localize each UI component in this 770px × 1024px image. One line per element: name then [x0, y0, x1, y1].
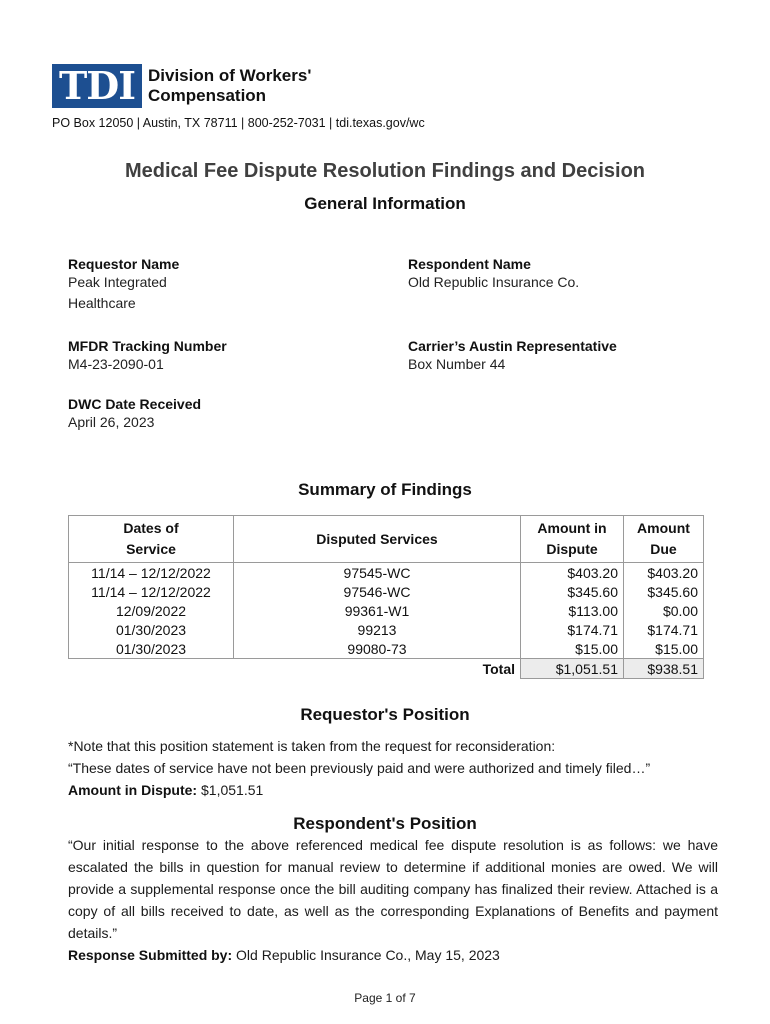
response-submitted-value: Old Republic Insurance Co., May 15, 2023	[236, 947, 500, 963]
respondent-block	[408, 256, 579, 293]
cell-date: 01/30/2023	[69, 639, 234, 659]
requestor-position-heading: Requestor's Position	[300, 705, 470, 724]
tdi-logo	[52, 64, 142, 108]
general-info-heading: General Information	[304, 194, 466, 213]
respondent-position-heading: Respondent's Position	[293, 814, 477, 833]
table-row	[69, 620, 704, 639]
cell-due: $0.00	[624, 601, 704, 620]
respondent-quote: “Our initial response to the above referenced medical fee dispute resolution is as follows: we have escalated the bills in question for manual review to determine if additional monies are owed. We will provide a supplemental response once the bill auditing company has finalized their review. Attached is a copy of all bills received to date, as well as the corresponding Explanations of Benefits and payment details.”	[68, 837, 718, 941]
amount-in-dispute-value: $1,051.51	[201, 782, 264, 798]
col-dates-line-1: Dates of	[123, 520, 179, 536]
cell-date: 11/14 – 12/12/2022	[69, 582, 234, 601]
cell-due: $174.71	[624, 620, 704, 639]
cell-dispute: $174.71	[521, 620, 624, 639]
col-dispute-line-2: Dispute	[546, 541, 598, 557]
requestor-position-text	[68, 735, 718, 801]
col-dispute-header	[521, 516, 624, 563]
total-due: $938.51	[624, 659, 704, 679]
cell-dispute: $15.00	[521, 639, 624, 659]
representative-value: Box Number 44	[408, 356, 506, 372]
cell-due: $345.60	[624, 582, 704, 601]
cell-service: 99080-73	[234, 639, 521, 659]
response-submitted-line	[68, 944, 718, 966]
requestor-label: Requestor Name	[68, 256, 180, 272]
col-dispute-line-1: Amount in	[537, 520, 607, 536]
response-submitted-label: Response Submitted by:	[68, 947, 233, 963]
total-dispute: $1,051.51	[521, 659, 624, 679]
table-header-row	[69, 516, 704, 563]
table-row	[69, 601, 704, 620]
requestor-note: *Note that this position statement is taken from the request for reconsideration:	[68, 738, 556, 754]
document-title: Medical Fee Dispute Resolution Findings and Decision	[124, 160, 646, 182]
tracking-block	[68, 338, 227, 375]
col-due-header	[624, 516, 704, 563]
representative-block	[408, 338, 617, 375]
cell-dispute: $345.60	[521, 582, 624, 601]
col-due-line-1: Amount	[637, 520, 690, 536]
tracking-label: MFDR Tracking Number	[68, 338, 227, 354]
cell-service: 97546-WC	[234, 582, 521, 601]
cell-date: 01/30/2023	[69, 620, 234, 639]
tracking-number: M4-23-2090-01	[68, 356, 164, 372]
cell-date: 11/14 – 12/12/2022	[69, 563, 234, 583]
table-row	[69, 582, 704, 601]
cell-due: $15.00	[624, 639, 704, 659]
col-dates-line-2: Service	[126, 541, 176, 557]
total-row	[69, 659, 704, 679]
requestor-quote: “These dates of service have not been previously paid and were authorized and timely filed…”	[68, 760, 651, 776]
respondent-label: Respondent Name	[408, 256, 531, 272]
table-row	[69, 639, 704, 659]
total-label: Total	[234, 659, 521, 679]
representative-label: Carrier’s Austin Representative	[408, 338, 617, 354]
tdi-logo-text: TDI	[58, 63, 135, 108]
table-row	[69, 563, 704, 583]
cell-due: $403.20	[624, 563, 704, 583]
cell-date: 12/09/2022	[69, 601, 234, 620]
cell-service: 97545-WC	[234, 563, 521, 583]
cell-service: 99361-W1	[234, 601, 521, 620]
col-services-header: Disputed Services	[234, 516, 521, 563]
cell-service: 99213	[234, 620, 521, 639]
division-line-1: Division of Workers'	[148, 66, 312, 85]
address-line: PO Box 12050 | Austin, TX 78711 | 800-252-7031 | tdi.texas.gov/wc	[52, 116, 425, 130]
received-date: April 26, 2023	[68, 414, 155, 430]
col-due-line-2: Due	[650, 541, 677, 557]
respondent-position-text	[68, 834, 718, 966]
amount-in-dispute-label: Amount in Dispute:	[68, 782, 198, 798]
received-label: DWC Date Received	[68, 396, 202, 412]
division-line-2: Compensation	[148, 86, 267, 105]
cell-dispute: $113.00	[521, 601, 624, 620]
col-dates-header	[69, 516, 234, 563]
total-spacer	[69, 659, 234, 679]
amount-in-dispute-line	[68, 779, 718, 801]
division-name	[148, 66, 311, 106]
cell-dispute: $403.20	[521, 563, 624, 583]
requestor-name-line-2: Healthcare	[68, 295, 136, 311]
findings-table	[68, 515, 704, 679]
requestor-name-line-1: Peak Integrated	[68, 274, 167, 290]
respondent-name: Old Republic Insurance Co.	[408, 274, 580, 290]
received-block	[68, 396, 201, 433]
requestor-block	[68, 256, 179, 314]
page-number: Page 1 of 7	[354, 991, 416, 1005]
summary-heading: Summary of Findings	[298, 480, 472, 499]
